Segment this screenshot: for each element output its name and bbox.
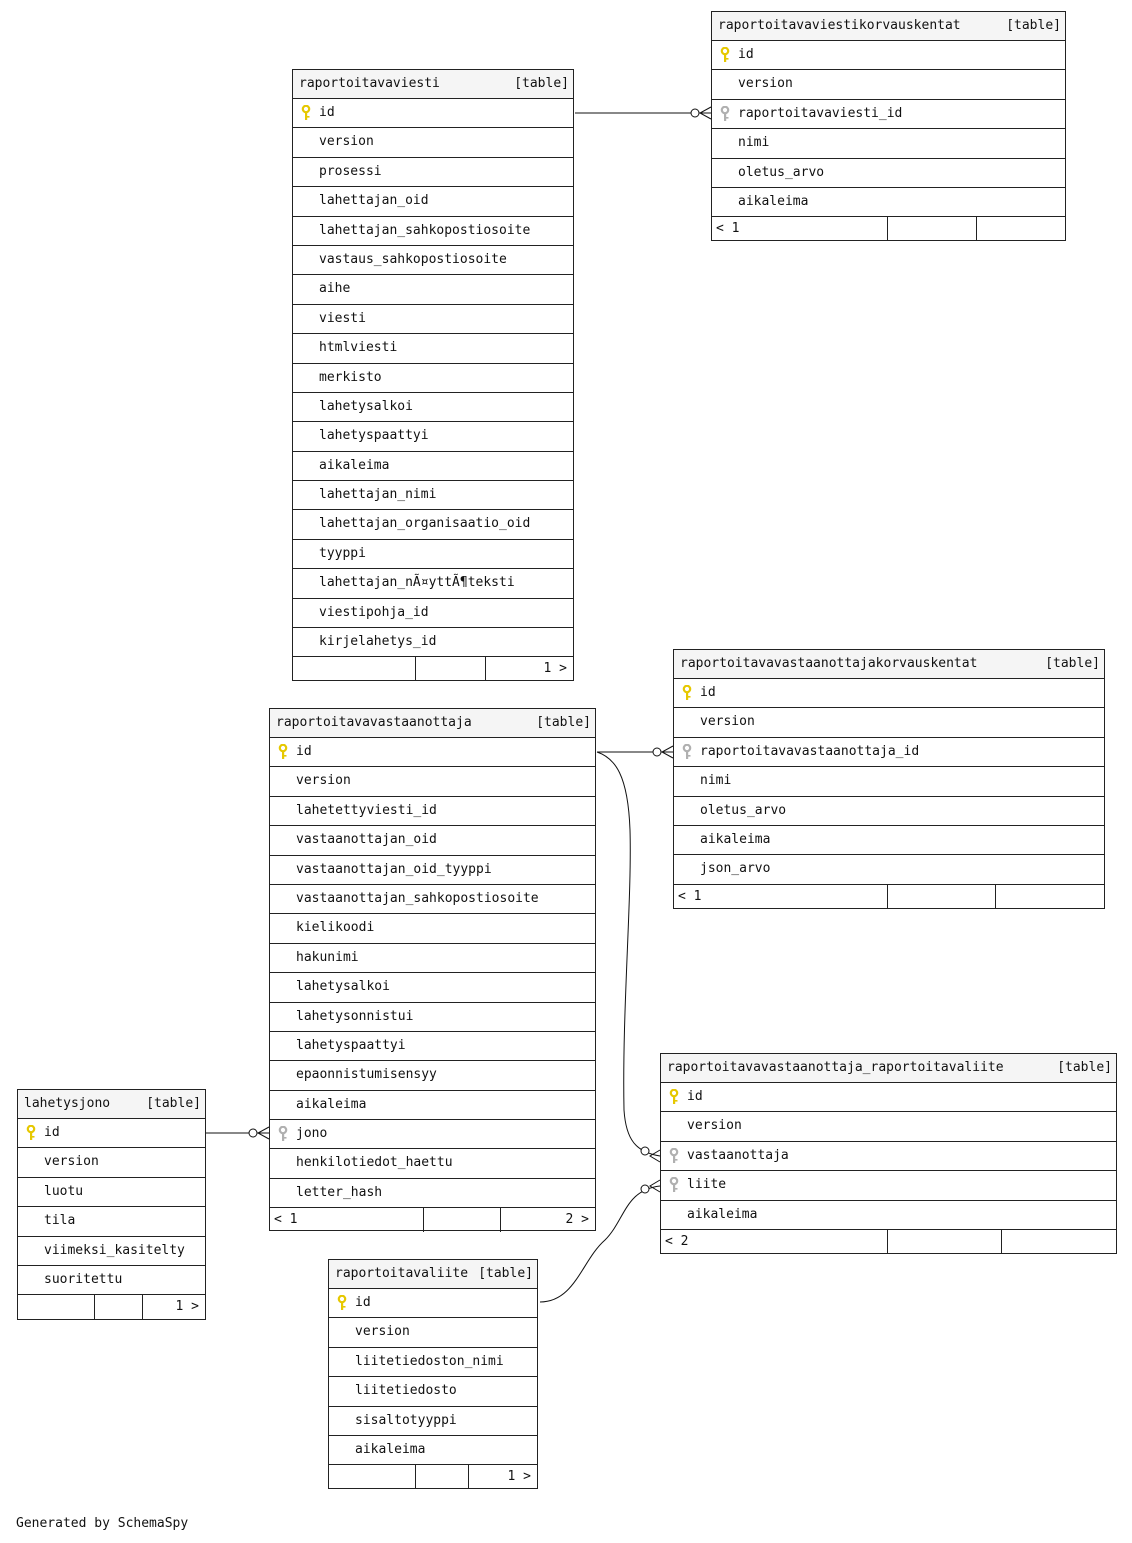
column-row[interactable] xyxy=(674,767,1104,796)
column-row[interactable] xyxy=(293,393,573,422)
table-footer xyxy=(674,885,1104,909)
footer-child-count: 2 > xyxy=(565,1212,589,1228)
column-name: version xyxy=(44,1154,99,1170)
column-row[interactable] xyxy=(270,738,595,767)
foreign-key-icon xyxy=(669,1177,679,1193)
column-row[interactable] xyxy=(293,275,573,304)
column-name: nimi xyxy=(738,135,770,151)
column-row[interactable] xyxy=(18,1266,205,1295)
column-row[interactable] xyxy=(270,1149,595,1178)
footer-divider xyxy=(415,1465,416,1489)
footer-child-count: 1 > xyxy=(543,661,567,677)
column-row[interactable] xyxy=(270,856,595,885)
column-name: vastaanottaja xyxy=(687,1147,789,1163)
column-row[interactable] xyxy=(661,1201,1116,1230)
column-name: lahettajan_nÃ¤yttÃ¶teksti xyxy=(319,575,515,591)
column-row[interactable] xyxy=(329,1377,537,1406)
footer-divider xyxy=(887,1230,888,1254)
column-row[interactable] xyxy=(712,159,1065,188)
table-type-label: [table] xyxy=(514,76,569,91)
column-name: lahetysalkoi xyxy=(319,398,413,414)
table-raportoitavavastaanottaja-raportoitavaliite[interactable] xyxy=(660,1053,1117,1254)
column-name: aihe xyxy=(319,281,351,297)
column-name: json_arvo xyxy=(700,861,771,877)
column-name: oletus_arvo xyxy=(738,164,825,180)
table-header xyxy=(674,650,1104,679)
foreign-key-icon xyxy=(682,744,692,760)
table-type-label: [table] xyxy=(478,1266,533,1281)
column-name: id xyxy=(687,1089,703,1104)
column-row[interactable] xyxy=(674,738,1104,767)
column-name: id xyxy=(738,47,754,62)
table-header xyxy=(661,1054,1116,1083)
column-name: letter_hash xyxy=(296,1184,383,1200)
column-row[interactable] xyxy=(270,1003,595,1032)
column-name: version xyxy=(296,773,351,789)
column-row[interactable] xyxy=(661,1171,1116,1200)
footer-child-count: 1 > xyxy=(507,1469,531,1485)
column-name: vastaanottajan_oid_tyyppi xyxy=(296,861,492,877)
column-name: aikaleima xyxy=(355,1441,426,1457)
column-name: suoritettu xyxy=(44,1271,123,1287)
column-name: lahettajan_organisaatio_oid xyxy=(319,516,531,532)
footer-divider xyxy=(887,885,888,909)
column-row[interactable] xyxy=(270,1061,595,1090)
column-row[interactable] xyxy=(674,797,1104,826)
column-row[interactable] xyxy=(293,481,573,510)
column-row[interactable] xyxy=(18,1237,205,1266)
column-name: version xyxy=(355,1324,410,1340)
footer-divider xyxy=(887,217,888,241)
column-name: version xyxy=(319,134,374,150)
table-footer xyxy=(329,1465,537,1489)
column-name: lahetyspaattyi xyxy=(296,1037,406,1053)
column-name: viesti xyxy=(319,310,366,326)
column-name: sisaltotyyppi xyxy=(355,1412,457,1428)
column-row[interactable] xyxy=(293,452,573,481)
table-raportoitavaviestikorvauskentat[interactable] xyxy=(711,11,1066,241)
table-header xyxy=(712,12,1065,41)
column-name: id xyxy=(355,1295,371,1310)
primary-key-icon xyxy=(26,1125,36,1141)
column-name: htmlviesti xyxy=(319,340,398,356)
column-name: aikaleima xyxy=(687,1206,758,1222)
column-row[interactable] xyxy=(674,708,1104,737)
column-row[interactable] xyxy=(270,797,595,826)
footer-divider xyxy=(1001,1230,1002,1254)
primary-key-icon xyxy=(720,47,730,63)
column-row[interactable] xyxy=(329,1318,537,1347)
table-type-label: [table] xyxy=(536,715,591,730)
column-row[interactable] xyxy=(712,70,1065,99)
table-name: raportoitavaviestikorvauskentat xyxy=(718,18,961,33)
footer-divider xyxy=(995,885,996,909)
column-row[interactable] xyxy=(18,1207,205,1236)
column-name: viestipohja_id xyxy=(319,604,429,620)
column-row[interactable] xyxy=(293,569,573,598)
table-name: raportoitavavastaanottaja_raportoitavaliite xyxy=(667,1060,1004,1075)
column-name: viimeksi_kasitelty xyxy=(44,1242,185,1258)
column-row[interactable] xyxy=(712,129,1065,158)
table-raportoitavavastaanottajakorvauskentat[interactable] xyxy=(673,649,1105,909)
column-row[interactable] xyxy=(270,973,595,1002)
column-row[interactable] xyxy=(293,99,573,128)
column-row[interactable] xyxy=(270,1179,595,1208)
footer-parent-count: < 1 xyxy=(716,221,740,237)
table-header xyxy=(293,70,573,99)
column-name: prosessi xyxy=(319,163,382,179)
footer-parent-count: < 2 xyxy=(665,1233,689,1249)
column-row[interactable] xyxy=(293,305,573,334)
column-name: lahetettyviesti_id xyxy=(296,802,437,818)
column-name: nimi xyxy=(700,773,732,789)
footer-divider xyxy=(423,1208,424,1232)
generated-by-credit: Generated by SchemaSpy xyxy=(16,1516,189,1531)
column-row[interactable] xyxy=(293,128,573,157)
column-name: tyyppi xyxy=(319,545,366,561)
column-name: aikaleima xyxy=(700,831,771,847)
table-raportoitavaviesti[interactable] xyxy=(292,69,574,681)
column-row[interactable] xyxy=(293,422,573,451)
column-row[interactable] xyxy=(712,100,1065,129)
table-raportoitavaliite[interactable] xyxy=(328,1259,538,1489)
column-name: hakunimi xyxy=(296,949,359,965)
column-name: vastaanottajan_oid xyxy=(296,832,437,848)
table-header xyxy=(270,709,595,738)
foreign-key-icon xyxy=(720,106,730,122)
column-row[interactable] xyxy=(329,1289,537,1318)
footer-child-count: 1 > xyxy=(175,1299,199,1315)
column-name: kielikoodi xyxy=(296,920,375,936)
column-row[interactable] xyxy=(661,1112,1116,1141)
primary-key-icon xyxy=(337,1295,347,1311)
column-name: id xyxy=(296,744,312,759)
table-lahetysjono[interactable] xyxy=(17,1089,206,1320)
column-name: epaonnistumisensyy xyxy=(296,1067,437,1083)
column-name: lahettajan_nimi xyxy=(319,487,437,503)
footer-divider xyxy=(485,657,486,681)
column-row[interactable] xyxy=(293,334,573,363)
column-name: aikaleima xyxy=(738,193,809,209)
table-raportoitavavastaanottaja[interactable] xyxy=(269,708,596,1231)
relationship-edge xyxy=(597,752,660,1156)
table-footer xyxy=(661,1230,1116,1254)
column-name: aikaleima xyxy=(319,457,390,473)
column-row[interactable] xyxy=(270,944,595,973)
column-row[interactable] xyxy=(18,1119,205,1148)
table-name: raportoitavavastaanottaja xyxy=(276,715,472,730)
column-name: oletus_arvo xyxy=(700,802,787,818)
column-row[interactable] xyxy=(293,510,573,539)
column-row[interactable] xyxy=(712,188,1065,217)
column-name: merkisto xyxy=(319,369,382,385)
column-row[interactable] xyxy=(293,246,573,275)
column-row[interactable] xyxy=(270,1032,595,1061)
column-row[interactable] xyxy=(674,855,1104,884)
table-footer xyxy=(712,217,1065,241)
column-row[interactable] xyxy=(293,217,573,246)
column-row[interactable] xyxy=(293,599,573,628)
table-name: raportoitavavastaanottajakorvauskentat xyxy=(680,656,978,671)
column-name: aikaleima xyxy=(296,1096,367,1112)
column-row[interactable] xyxy=(270,1120,595,1149)
column-name: jono xyxy=(296,1126,328,1142)
table-type-label: [table] xyxy=(1057,1060,1112,1075)
column-row[interactable] xyxy=(270,885,595,914)
footer-divider xyxy=(976,217,977,241)
footer-divider xyxy=(415,657,416,681)
column-name: id xyxy=(319,105,335,120)
column-name: kirjelahetys_id xyxy=(319,634,437,650)
table-type-label: [table] xyxy=(1045,656,1100,671)
table-type-label: [table] xyxy=(1006,18,1061,33)
column-name: liitetiedosto xyxy=(355,1383,457,1399)
table-name: lahetysjono xyxy=(24,1096,111,1111)
column-row[interactable] xyxy=(674,826,1104,855)
table-type-label: [table] xyxy=(146,1096,201,1111)
table-name: raportoitavaviesti xyxy=(299,76,440,91)
column-row[interactable] xyxy=(293,364,573,393)
primary-key-icon xyxy=(669,1089,679,1105)
column-name: liite xyxy=(687,1177,727,1193)
column-row[interactable] xyxy=(270,1091,595,1120)
column-row[interactable] xyxy=(293,540,573,569)
foreign-key-icon xyxy=(669,1148,679,1164)
column-name: henkilotiedot_haettu xyxy=(296,1155,453,1171)
table-name: raportoitavaliite xyxy=(335,1266,469,1281)
column-name: tila xyxy=(44,1213,76,1229)
primary-key-icon xyxy=(682,685,692,701)
table-header xyxy=(18,1090,205,1119)
column-row[interactable] xyxy=(293,158,573,187)
column-name: raportoitavaviesti_id xyxy=(738,105,903,121)
column-row[interactable] xyxy=(674,679,1104,708)
table-header xyxy=(329,1260,537,1289)
column-row[interactable] xyxy=(329,1436,537,1465)
column-row[interactable] xyxy=(329,1348,537,1377)
column-row[interactable] xyxy=(661,1142,1116,1171)
column-name: lahetyspaattyi xyxy=(319,428,429,444)
footer-divider xyxy=(468,1465,469,1489)
column-row[interactable] xyxy=(712,41,1065,70)
column-name: version xyxy=(738,76,793,92)
table-footer xyxy=(293,657,573,681)
column-row[interactable] xyxy=(18,1178,205,1207)
column-name: luotu xyxy=(44,1183,84,1199)
footer-parent-count: < 1 xyxy=(274,1212,298,1228)
column-row[interactable] xyxy=(293,187,573,216)
column-name: version xyxy=(687,1118,742,1134)
column-name: id xyxy=(44,1125,60,1140)
footer-divider xyxy=(94,1295,95,1319)
column-name: version xyxy=(700,714,755,730)
column-row[interactable] xyxy=(661,1083,1116,1112)
foreign-key-icon xyxy=(278,1126,288,1142)
footer-parent-count: < 1 xyxy=(678,888,702,904)
column-name: lahetysonnistui xyxy=(296,1008,414,1024)
column-name: lahettajan_oid xyxy=(319,193,429,209)
column-name: lahettajan_sahkopostiosoite xyxy=(319,222,531,238)
column-name: lahetysalkoi xyxy=(296,979,390,995)
column-name: vastaanottajan_sahkopostiosoite xyxy=(296,890,539,906)
column-name: vastaus_sahkopostiosoite xyxy=(319,251,507,267)
table-footer xyxy=(18,1295,205,1319)
column-row[interactable] xyxy=(293,628,573,657)
primary-key-icon xyxy=(278,744,288,760)
footer-divider xyxy=(500,1208,501,1232)
column-row[interactable] xyxy=(329,1407,537,1436)
column-row[interactable] xyxy=(18,1148,205,1177)
column-name: liitetiedoston_nimi xyxy=(355,1353,504,1369)
column-row[interactable] xyxy=(270,767,595,796)
primary-key-icon xyxy=(301,105,311,121)
footer-divider xyxy=(142,1295,143,1319)
column-name: raportoitavavastaanottaja_id xyxy=(700,743,920,759)
column-row[interactable] xyxy=(270,826,595,855)
column-row[interactable] xyxy=(270,914,595,943)
table-footer xyxy=(270,1208,595,1232)
column-name: id xyxy=(700,685,716,700)
